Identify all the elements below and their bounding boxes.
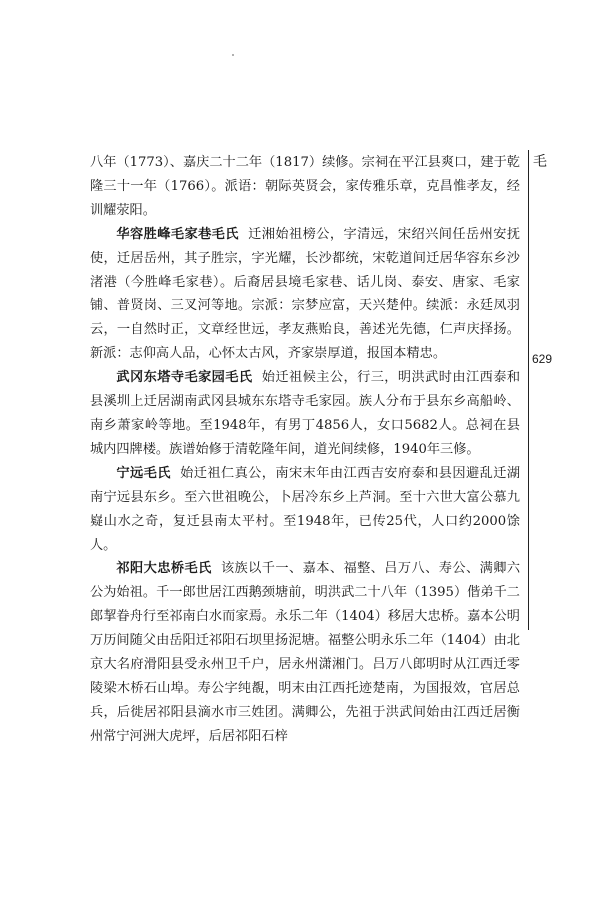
clan-heading: 宁远毛氏 — [116, 465, 171, 481]
paragraph-body: 始迁祖候主公，行三，明洪武时由江西泰和县溪圳上迁居湖南武冈县城东东塔寺毛家园。族人分布于县东乡高船岭、南乡萧家岭等地。至1948年，有男丁4856人，女口5682人。总祠在县城内四牌楼。族谱始修于清乾隆年间，道光间续修，1940年三修。 — [90, 370, 521, 457]
paragraph-qiyang — [90, 557, 520, 748]
paragraph-huarong — [90, 223, 520, 366]
paragraph-wugang — [90, 366, 520, 462]
paragraph-body: 始迁祖仁真公，南宋末年由江西吉安府泰和县因避乱迁湖南宁远县东乡。至六世祖晚公，卜居冷东乡上芦洞。至十六世大富公慕九嶷山水之奇，复迁县南太平村。至1948年，已传25代，人口约2000馀人。 — [90, 465, 521, 553]
main-text — [90, 151, 520, 749]
paragraph-body: 迁湘始祖榜公，字清远，宋绍兴间任岳州安抚使，迁居岳州，其子胜宗，字光耀，长沙都统，宋乾道间迁居华容东乡沙渚港（今胜峰毛家巷）。后裔居县境毛家巷、话儿岗、泰安、唐家、毛家铺、普贤岗、三叉河等地。宗派：宗梦应富，天兴楚仲。续派：永廷凤羽云，一自然时正，文章经世远，孝友燕贻良，善述光先德，仁声庆择扬。新派：志仰高人品，心怀太古风，齐家崇厚道，报国本精忠。 — [90, 226, 521, 362]
paragraph-ningyuan — [90, 462, 520, 558]
paragraph-body: 八年（1773）、嘉庆二十二年（1817）续修。宗祠在平江县爽口，建于乾隆三十一年（1766）。派语：朝际英贤会，家传雅乐章，克昌惟孝友，经训耀荥阳。 — [90, 155, 520, 218]
clan-heading: 祁阳大忠桥毛氏 — [116, 561, 212, 577]
clan-heading: 华容胜峰毛家巷毛氏 — [116, 226, 239, 242]
paragraph-continuation — [90, 151, 520, 223]
speck-mark — [232, 54, 234, 56]
page-number: 629 — [532, 352, 553, 366]
section-label: 毛 — [533, 154, 547, 170]
margin-rule — [528, 150, 529, 630]
clan-heading: 武冈东塔寺毛家园毛氏 — [116, 370, 253, 386]
paragraph-body: 该族以千一、嘉本、福整、吕万八、寿公、满卿六公为始祖。千一郎世居江西鹅颈塘前，明洪武二十八年（1395）偕弟千二郎挈眷舟行至祁南白水而家焉。永乐二年（1404）移居大忠桥。嘉本公明万历间随父由岳阳迁祁阳石坝里扬泥塘。福整公明永乐二年（1404）由北京大名府滑阳县受永州卫千户，居永州潇湘门。吕万八郎明时从江西迁零陵梁木桥石山埠。寿公字纯覩，明末由江西托迹楚南，为国报效，官居总兵，后徙居祁阳县滴水市三姓团。满卿公，先祖于洪武间始由江西迁居衡州常宁河洲大虎坪，后居祁阳石梓 — [90, 561, 521, 744]
